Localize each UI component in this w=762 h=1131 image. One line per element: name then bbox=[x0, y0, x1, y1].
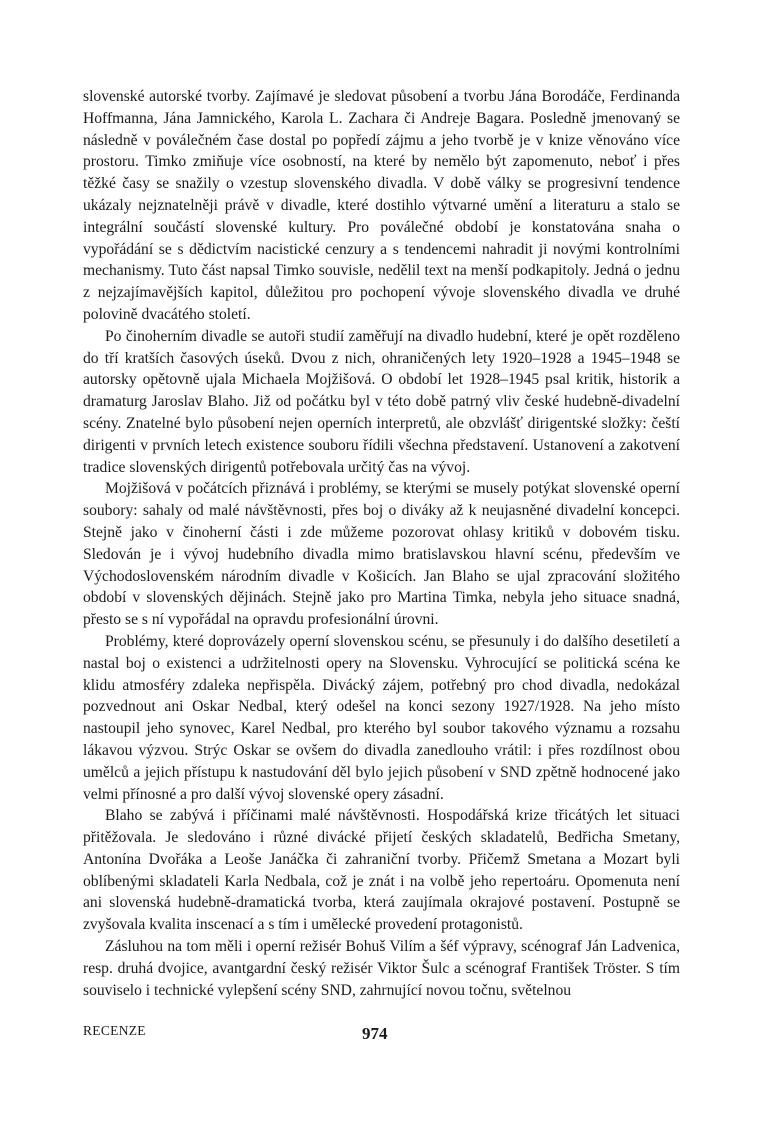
page-number: 974 bbox=[362, 1024, 388, 1043]
paragraph: Blaho se zabývá i příčinami malé návštěvnosti. Hospodářská krize třicátých let situaci přitěžovala. Je sledováno i různé divácké přijetí českých skladatelů, Bedřicha Smetany, Antonína Dvořáka a Leoše Janáčka či zahraniční tvorby. Přičemž Smetana a Mozart byli oblíbenými skladateli Karla Nedbala, což je znát i na volbě jeho repertoáru. Opomenuta není ani slovenská hudebně-dramatická tvorba, která zaujímala okrajové postavení. Postupně se zvyšovala kvalita inscenací a s tím i umělecké provedení protagonistů. bbox=[83, 807, 680, 934]
paragraph: Po činoherním divadle se autoři studií zaměřují na divadlo hudební, které je opět rozděleno do tří kratších časových úseků. Dvou z nich, ohraničených lety 1920–1928 a 1945–1948 se autorsky opětovně ujala Michaela Mojžišová. O období let 1928–1945 psal kritik, historik a dramaturg Jaroslav Blaho. Již od počátku byl v této době patrný vliv české hudebně-divadelní scény. Znatelné bylo působení nejen operních interpretů, ale obzvlášť dirigentské složky: čeští dirigenti v prvních letech existence souboru řídili všechna představení. Ustanovení a zakotvení tradice slovenských dirigentů potřebovala určitý čas na vývoj. bbox=[83, 327, 680, 476]
paragraph: Problémy, které doprovázely operní slovenskou scénu, se přesunuly i do dalšího desetiletí a nastal boj o existenci a udržitelnosti opery na Slovensku. Vyhrocující se politická scéna ke klidu atmosféry zdaleka nepřispěla. Divácký zájem, potřebný pro chod divadla, nedokázal pozvednout ani Oskar Nedbal, který odešel na konci sezony 1927/1928. Na jeho místo nastoupil jeho synovec, Karel Nedbal, pro kterého byl soubor takového významu a rozsahu lákavou výzvou. Strýc Oskar se ovšem do divadla zanedlouho vrátil: i přes rozdílnost obou umělců a jejich přístupu k nastudování děl bylo jejich působení v SND zpětně hodnocené jako velmi přínosné a pro další vývoj slovenské opery zásadní. bbox=[83, 632, 680, 803]
article-body bbox=[83, 86, 680, 1001]
paragraph: Zásluhou na tom měli i operní režisér Bohuš Vilím a šéf výpravy, scénograf Ján Ladvenica, resp. druhá dvojice, avantgardní český režisér Viktor Šulc a scénograf František Tröster. S tím souviselo i technické vylepšení scény SND, zahrnující novou točnu, světelnou bbox=[83, 938, 680, 999]
paragraph: Mojžišová v počátcích přiznává i problémy, se kterými se musely potýkat slovenské operní soubory: sahaly od malé návštěvnosti, přes boj o diváky až k neujasněné divadelní koncepci. Stejně jako v činoherní části i zde můžeme pozorovat ohlasy kritiků v dobovém tisku. Sledován je i vývoj hudebního divadla mimo bratislavskou hlavní scénu, především ve Východoslovenském národním divadle v Košicích. Jan Blaho se ujal zpracování složitého období v slovenských dějinách. Stejně jako pro Martina Timka, nebyla jeho situace snadná, přesto se s ní vypořádal na opravdu profesionální úrovni. bbox=[83, 480, 680, 629]
footer-section-label: RECENZE bbox=[83, 1023, 146, 1038]
paragraph-continuation: slovenské autorské tvorby. Zajímavé je sledovat působení a tvorbu Jána Borodáče, Ferdinanda Hoffmanna, Jána Jamnického, Karola L. Zachara či Andreje Bagara. Posledně jmenovaný se následně v poválečném čase dostal po popředí zájmu a jeho tvorbě je v knize věnováno více prostoru. Timko zmiňuje více osobností, na které by nemělo být zapomenuto, neboť i přes těžké časy se snažily o vzestup slovenského divadla. V době války se progresivní tendence ukázaly nejznatelněji právě v divadle, které dostihlo výtvarné umění a literaturu a stalo se integrální součástí slovenské kultury. Pro poválečné období je konstatována snaha o vypořádání se s dědictvím nacistické cenzury a s tendencemi nahradit ji novými kontrolními mechanismy. Tuto část napsal Timko souvisle, nedělil text na menší podkapitoly. Jedná o jednu z nejzajímavějších kapitol, důležitou pro pochopení vývoje slovenského divadla ve druhé polovině dvacátého století. bbox=[83, 88, 680, 323]
